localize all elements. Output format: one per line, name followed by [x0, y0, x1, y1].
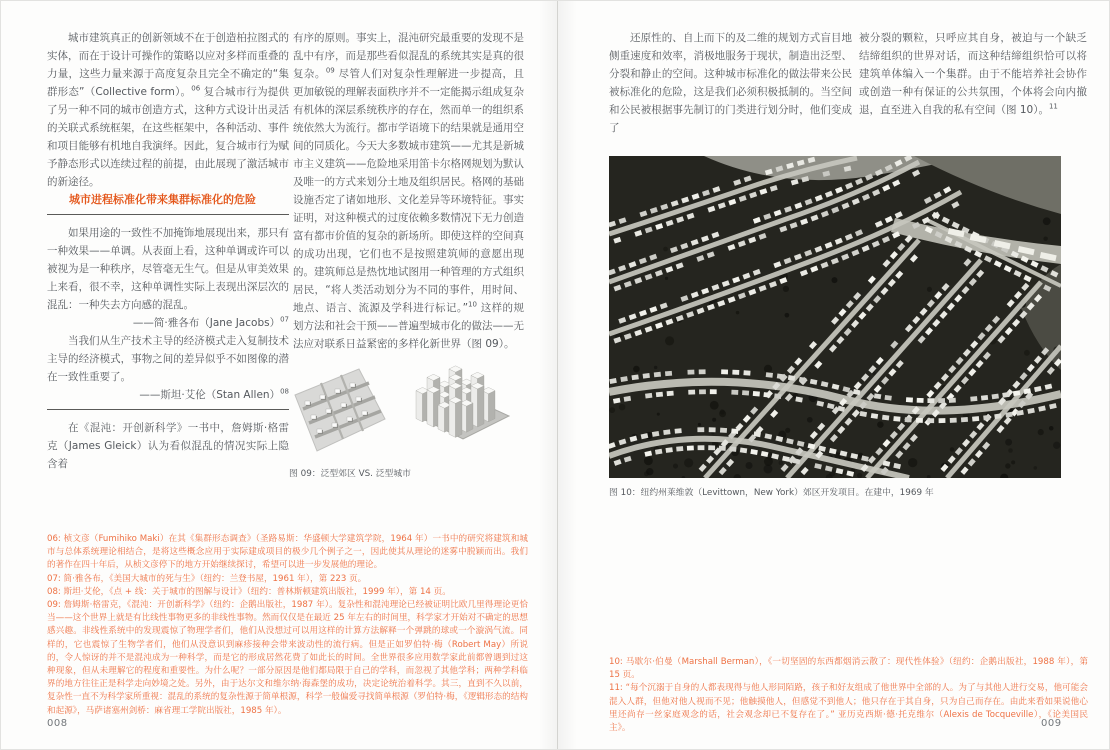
right-page-footnotes [609, 656, 1088, 735]
quote-jane-jacobs: 如果用途的一致性不加掩饰地展现出来，那只有一种效果——单调。从表面上看，这种单调或许可以被视为是一种秩序，尽管毫无生气。但是从审美效果上来看，很不幸，这种单调性实际上表现出深层次的混乱：一种失去方向感的混乱。 [47, 227, 289, 311]
paragraph: 在《混沌：开创新科学》一书中，詹姆斯·格雷克（James Gleick）认为看似混乱的情况实际上隐含着 [47, 422, 289, 470]
left-page-footnotes [47, 533, 528, 718]
footnote-06: 06: 桢文彦（Fumihiko Maki）在其《集群形态调查》（圣路易斯：华盛顿大学建筑学院，1964 年）一书中的研究将建筑和城市与总体系统理论相结合，是将这些概念应用于实际建成项目的极少几个例子之一，因此使其从理论的迷雾中脱颖而出。我们的著作在四十年后，从桢文彦停下的地方开始继续探讨，希望可以进一步发展他的理论。 [47, 534, 528, 571]
footnote-11: 11: “每个沉溺于自身的人都表现得与他人形同陌路，孩子和好友组成了他世界中全部的人。为了与其他人进行交易，他可能会混入人群，但他对他人视而不见；他触摸他人，但感觉不到他人；他只存在于其自身，只为自己而存在。由此来看如果说他心里还尚存一丝家庭观念的话，社会观念却已不复存在了。” 亚历克西斯·德·托克维尔（Alexis de Tocqueville），《论美国民主》。 [609, 683, 1088, 734]
page-gutter [539, 1, 577, 749]
paragraph: 被分裂的颗粒，只呼应其自身，被迫与一个缺乏结缔组织的世界对话，而这种结缔组织恰可以将建筑单体编入一个集群。由于不能培养社会协作或创造一种有保证的公共氛围，个体将会向内撤退，直至进入自我的私有空间（图 10）。$^{11}$ [859, 32, 1087, 116]
quote-stan-allen: 当我们从生产技术主导的经济模式走入复制技术主导的经济模式，事物之间的差异似乎不如图像的潜在一致性重要了。 [47, 335, 289, 383]
quote-attribution: ——简·雅各布（Jane Jacobs）$^{07}$ [132, 315, 289, 329]
footnote-10: 10: 马歇尔·伯曼（Marshall Berman），《一切坚固的东西都烟消云散了：现代性体验》（纽约：企鹅出版社，1988 年），第 15 页。 [609, 657, 1088, 681]
right-page-column-2 [859, 29, 1087, 119]
axonometric-generic-city-image [405, 353, 523, 461]
footnote-07: 07: 简·雅各布，《美国大城市的死与生》（纽约：兰登书屋，1961 年），第 223 页。 [47, 573, 367, 584]
page-number-left: 008 [47, 718, 68, 729]
paragraph: 还原性的、自上而下的及二维的规划方式盲目地侧重速度和效率，消极地服务于现状，制造出泛型、分裂和静止的空间。这种城市标准化的做法带来公民被标准化的危险，这是我们必须积极抵制的。当空间和公民被根据事先制订的门类进行划分时，他们变成了 [609, 32, 852, 134]
aerial-photo-levittown [609, 156, 1061, 478]
footnote-09: 09: 詹姆斯·格雷克，《混沌：开创新科学》（纽约：企鹅出版社，1987 年）。复杂性和混沌理论已经被证明比欧几里得理论更恰当——这个世界上就是有比线性事物更多的非线性事物。然而仅仅是在最近 25 年左右的时间里，科学家才开始对不确定的思想感兴趣。非线性系统中的发现震惊了物理学者们，他们从没想过可以用这样的计算方法解释一个弹跳的球或一个漩涡气流。同样的，它也震惊了生物学者们，他们从没意识到麻疹接种会带来波动性的流行病。但是正如罗伯特·梅（Robert May）所说的，令人惊讶的并不是混沌成为一种科学，而是它的形成居然花费了如此长的时间。全世界很多应用数学家此前都曾遇到过这种现象，但从未理解它的程度和重要性。为什么呢？一部分原因是他们都局限于自己的学科，而忽视了其他学科；两种学科临界的地方往往正是科学走向妙境之处。另外，由于达尔文和维尔纳·海森堡的成功，决定论统治着科学。其三，直到不久以前，复杂性一直不为科学家所重视：混乱的系统的复杂性源于简单根源，科学一般偏爱寻找简单根源（罗伯特·梅，《逻辑形态的结构和起源》，马萨诸塞州剑桥：麻省理工学院出版社，1985 年）。 [47, 600, 528, 716]
section-heading: 城市进程标准化带来集群标准化的危险 [69, 193, 256, 206]
paragraph: 城市建筑真正的创新领域不在于创造柏拉图式的实体，而在于设计可操作的策略以应对多样而重叠的力量，这些力量来源于高度复杂且完全不确定的“集群形态”（Collective form）。$^{06}$ 复合城市行为提供了另一种不同的城市创造方式，这种方式设计出灵活的关联式系统框架，在这些框架中，各种活动、事件和项目能够有机地自我演绎。因此，复合城市行为赋予静态形式以连续过程的前提，由此展现了激活城市的新途径。 [47, 32, 289, 188]
left-page-column-2 [293, 29, 524, 353]
divider [47, 214, 289, 215]
quote-attribution: ——斯坦·艾伦（Stan Allen）$^{08}$ [139, 387, 289, 401]
page-number-right: 009 [1041, 718, 1062, 729]
footnote-08: 08: 斯坦·艾伦，《点 + 线：关于城市的图解与设计》（纽约：普林斯顿建筑出版社，1999 年），第 14 页。 [47, 586, 451, 597]
figure-09-caption: 图 09：泛型郊区 VS. 泛型城市 [289, 469, 411, 479]
axonometric-generic-suburb-image [289, 361, 389, 461]
figure-10-caption: 图 10：纽约州莱维敦（Levittown，New York）郊区开发项目。在建中，1969 年 [609, 488, 934, 498]
left-page-column-1 [47, 29, 289, 473]
figure-09 [289, 353, 525, 461]
paragraph: 有序的原则。事实上，混沌研究最重要的发现不是乱中有序，而是那些看似混乱的系统其实是真的很复杂。$^{09}$ 尽管人们对复杂性理解进一步提高，且更加敏锐的理解表面秩序并不一定能揭示组成复杂有机体的深层系统秩序的存在，然而单一的组织系统依然大为流行。都市学语境下的结果就是通用空间的同质化。今天大多数城市建筑——尤其是新城市主义建筑——危险地采用笛卡尔格网规划为默认及唯一的方式来划分土地及组织居民。格网的基础设施否定了诸如地形、文化差异等环境特征。事实证明，对这种模式的过度依赖多数情况下无力创造富有都市价值的复杂的新场所。即使这样的空间真的成功出现，它们也不是按照建筑师的意愿出现的。建筑师总是热忱地试图用一种管理的方式组织居民，“将人类活动划分为不同的事件，用时间、地点、语言、流源及学科进行标记。”$^{10}$ 这样的规划方法和社会干预——普遍型城市化的做法——无法应对联系日益紧密的多样化新世界（图 09）。 [293, 32, 524, 350]
right-page-column-1 [609, 29, 852, 137]
page-gutter-line [557, 1, 558, 749]
divider [47, 409, 289, 410]
